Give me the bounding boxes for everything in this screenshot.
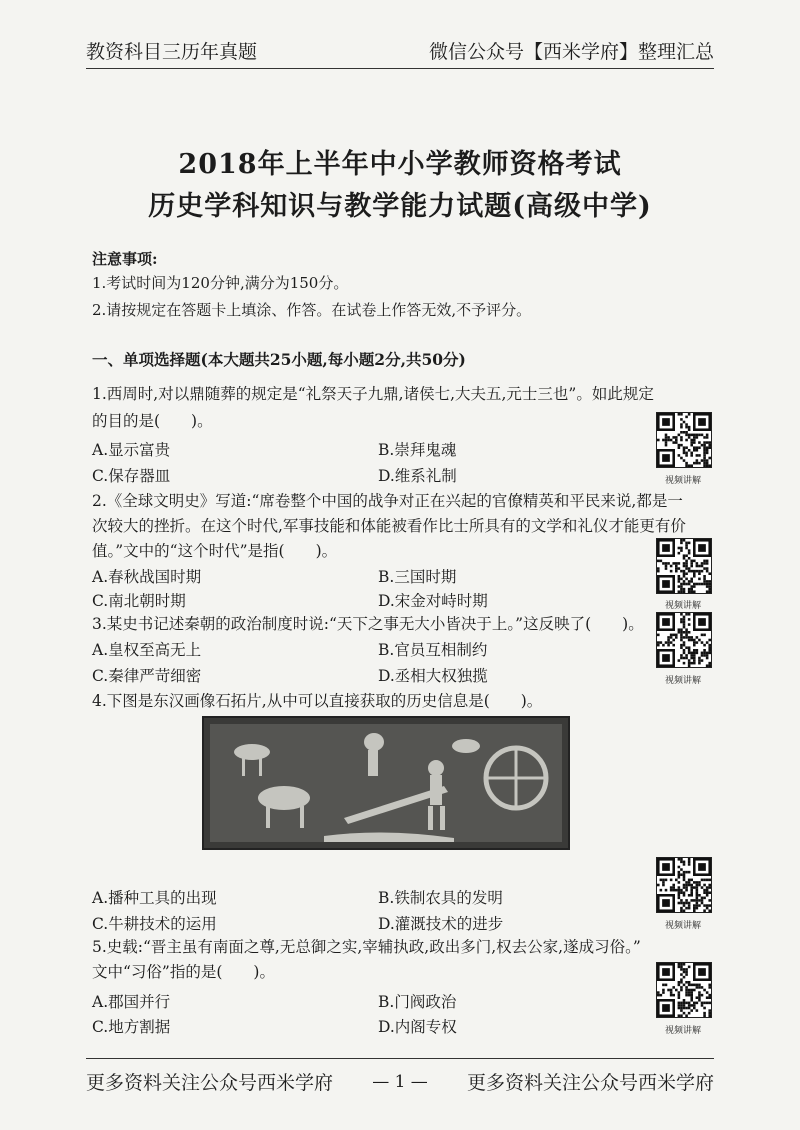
question-5-option-d: D.内阁专权 [378,1018,457,1036]
question-2-option-d: D.宋金对峙时期 [378,592,488,610]
question-3-option-a: A.皇权至高无上 [92,641,202,659]
qr-code-icon[interactable] [656,612,712,668]
qr-pattern [657,858,711,912]
question-2-option-a: A.春秋战国时期 [92,568,202,586]
question-4-option-d: D.灌溉技术的进步 [378,915,504,933]
question-5-option-b: B.门阀政治 [378,993,457,1011]
qr-code-icon[interactable] [656,857,712,913]
question-1-stem-line2: 的目的是( )。 [92,412,213,430]
qr-caption: 视频讲解 [664,1026,701,1036]
question-5-option-a: A.郡国并行 [92,993,171,1011]
page-footer [86,1068,714,1095]
question-2-stem-line3: 值。”文中的“这个时代”是指( )。 [92,542,338,560]
question-5-stem-line1: 5.史载:“晋主虽有南面之尊,无总御之实,宰辅执政,政出多门,权去公家,遂成习俗。” [92,938,641,956]
stone-relief-rubbing-image [202,716,570,850]
question-4-option-a: A.播种工具的出现 [92,889,217,907]
question-2-option-c: C.南北朝时期 [92,592,186,610]
exam-title-line2: 历史学科知识与教学能力试题(高级中学) [148,191,652,222]
question-4-option-b: B.铁制农具的发明 [378,889,503,907]
question-4-stem: 4.下图是东汉画像石拓片,从中可以直接获取的历史信息是( )。 [92,692,543,710]
question-2-stem-line2: 次较大的挫折。在这个时代,军事技能和体能被看作比士所具有的文学和礼仪才能更有价 [92,517,686,535]
notice-item: 1.考试时间为120分钟,满分为150分。 [92,274,349,292]
qr-pattern [657,539,711,593]
question-5-option-c: C.地方割据 [92,1018,171,1036]
qr-code-icon[interactable] [656,538,712,594]
qr-pattern [657,963,711,1017]
question-3-option-b: B.官员互相制约 [378,641,488,659]
question-3-option-c: C.秦律严苛细密 [92,667,202,685]
qr-code-icon[interactable] [656,412,712,468]
footer-right-text: 更多资料关注公众号西米学府 [466,1072,714,1094]
question-1-option-b: B.崇拜鬼魂 [378,441,457,459]
question-1-stem-line1: 1.西周时,对以鼎随葬的规定是“礼祭天子九鼎,诸侯七,大夫五,元士三也”。如此规定 [92,385,654,403]
exam-title-line1: 2018年上半年中小学教师资格考试 [178,149,622,180]
question-2-option-b: B.三国时期 [378,568,457,586]
qr-code-icon[interactable] [656,962,712,1018]
notice-item: 2.请按规定在答题卡上填涂、作答。在试卷上作答无效,不予评分。 [92,301,532,319]
footer-divider [86,1058,714,1059]
qr-caption: 视频讲解 [664,921,701,931]
relief-scene-illustration [204,718,568,848]
notice-heading: 注意事项: [92,250,158,268]
qr-pattern [657,413,711,467]
question-4-option-c: C.牛耕技术的运用 [92,915,217,933]
header-right-text: 微信公众号【西米学府】整理汇总 [428,41,714,63]
page-header [86,34,714,69]
qr-caption: 视频讲解 [664,601,701,611]
question-1-option-c: C.保存器皿 [92,467,171,485]
qr-pattern [657,613,711,667]
footer-left-text: 更多资料关注公众号西米学府 [86,1072,334,1094]
page-number: — 1 — [372,1071,428,1092]
question-2-stem-line1: 2.《全球文明史》写道:“席卷整个中国的战争对正在兴起的官僚精英和平民来说,都是一 [92,492,683,510]
question-1-option-a: A.显示富贵 [92,441,171,459]
question-1-option-d: D.维系礼制 [378,467,457,485]
question-3-option-d: D.丞相大权独揽 [378,667,488,685]
header-left-text: 教资科目三历年真题 [86,41,258,63]
question-3-stem: 3.某史书记述秦朝的政治制度时说:“天下之事无大小皆决于上。”这反映了( )。 [92,615,644,633]
qr-caption: 视频讲解 [664,676,701,686]
qr-caption: 视频讲解 [664,476,701,486]
section-heading: 一、单项选择题(本大题共25小题,每小题2分,共50分) [92,350,466,369]
question-5-stem-line2: 文中“习俗”指的是( )。 [92,963,275,981]
